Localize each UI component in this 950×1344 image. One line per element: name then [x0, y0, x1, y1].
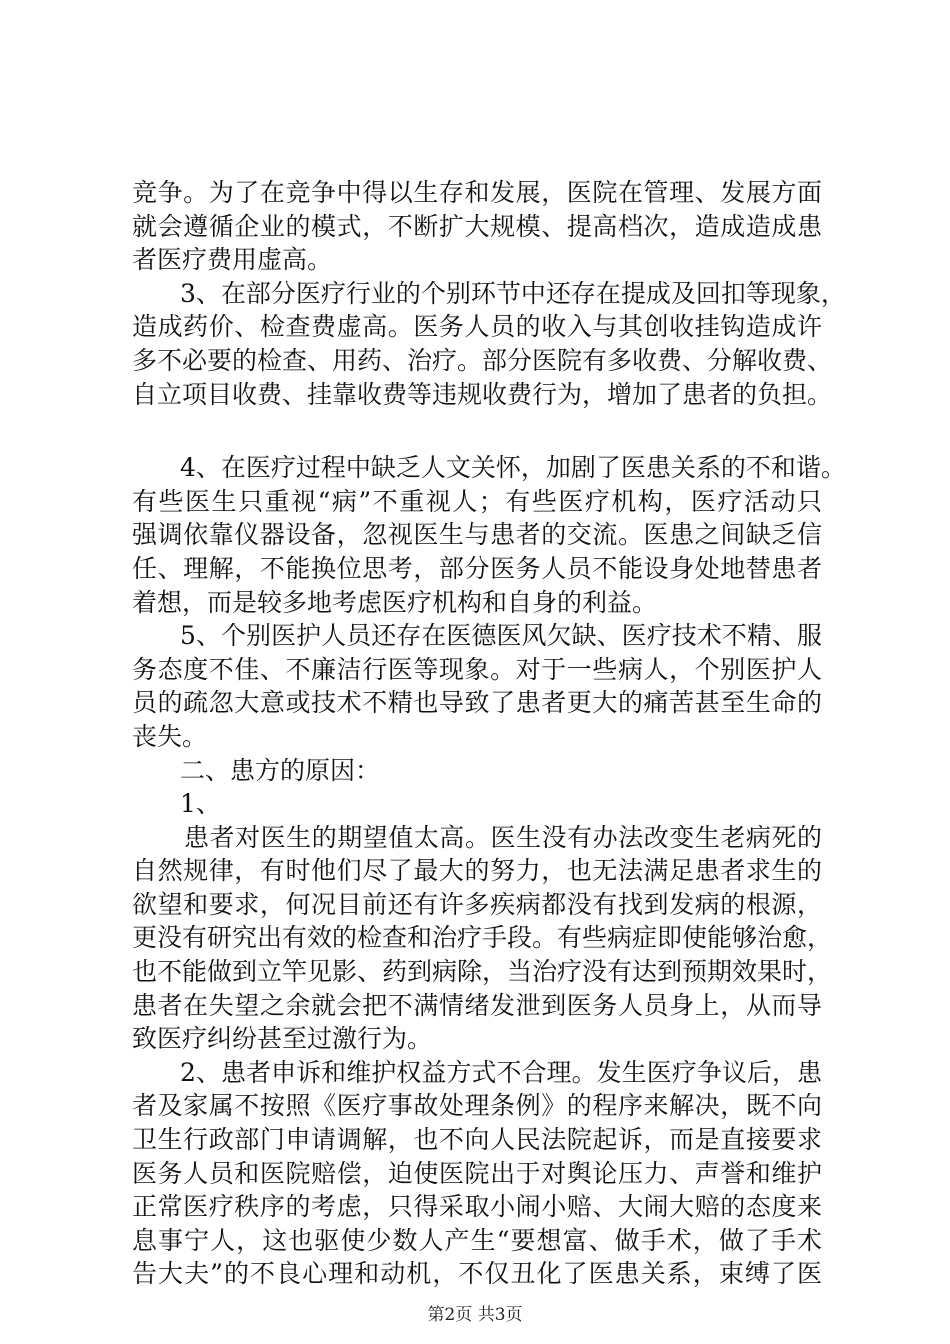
text-line: 自立项目收费、挂靠收费等违规收费行为，增加了患者的负担。	[132, 379, 833, 409]
paragraph-item-1	[132, 821, 833, 1056]
text-line: 5、个别医护人员还存在医德医风欠缺、医疗技术不精、服	[180, 621, 822, 651]
text-line: 致医疗纠纷甚至过激行为。	[132, 1024, 433, 1054]
text-line: 2、患者申诉和维护权益方式不合理。发生医疗争议后，患	[180, 1057, 822, 1087]
page-footer	[0, 1300, 950, 1325]
paragraph-item-2	[132, 1056, 822, 1291]
text-line: 患者在失望之余就会把不满情绪发泄到医务人员身上，从而导	[132, 990, 822, 1020]
text-line: 竞争。为了在竞争中得以生存和发展，医院在管理、发展方面	[132, 178, 822, 207]
document-body	[132, 176, 846, 1291]
text-line: 就会遵循企业的模式，不断扩大规模、提高档次，造成造成患	[132, 211, 822, 241]
text-line: 着想，而是较多地考虑医疗机构和自身的利益。	[132, 587, 658, 617]
page-number: 第2页 共3页	[427, 1305, 523, 1325]
paragraph-item-4	[132, 451, 846, 619]
text-line: 患者对医生的期望值太高。医生没有办法改变生老病死的	[184, 822, 822, 852]
text-line: 更没有研究出有效的检查和治疗手段。有些病症即使能够治愈，	[132, 923, 833, 953]
text-line: 欲望和要求，何况目前还有许多疾病都没有找到发病的根源，	[132, 889, 822, 919]
text-line: 卫生行政部门申请调解，也不向人民法院起诉，而是直接要求	[132, 1125, 822, 1155]
text-line: 多不必要的检查、用药、治疗。部分医院有多收费、分解收费、	[132, 345, 833, 375]
text-line: 息事宁人，这也驱使少数人产生“要想富、做手术，做了手术	[132, 1225, 822, 1255]
section-heading-text: 二、患方的原因：	[180, 755, 381, 785]
text-line: 也不能做到立竿见影、药到病除，当治疗没有达到预期效果时，	[132, 957, 833, 987]
text-line: 强调依靠仪器设备，忽视医生与患者的交流。医患之间缺乏信	[132, 520, 822, 550]
section-heading	[132, 754, 822, 788]
text-line: 4、在医疗过程中缺乏人文关怀，加剧了医患关系的不和谐。	[180, 453, 846, 483]
text-line: 告大夫”的不良心理和动机，不仅丑化了医患关系，束缚了医	[132, 1259, 822, 1289]
paragraph-continuation	[132, 176, 822, 277]
paragraph-gap	[132, 411, 822, 451]
text-line: 3、在部分医疗行业的个别环节中还存在提成及回扣等现象，	[180, 278, 846, 308]
text-line: 者医疗费用虚高。	[132, 245, 333, 275]
text-line: 医务人员和医院赔偿，迫使医院出于对舆论压力、声誉和维护	[132, 1158, 822, 1188]
text-line: 员的疏忽大意或技术不精也导致了患者更大的痛苦甚至生命的	[132, 688, 822, 718]
list-number	[132, 787, 822, 821]
paragraph-item-3	[132, 277, 846, 411]
text-line: 任、理解，不能换位思考，部分医务人员不能设身处地替患者	[132, 553, 822, 583]
text-line: 务态度不佳、不廉洁行医等现象。对于一些病人，个别医护人	[132, 654, 822, 684]
list-number-text: 1、	[180, 789, 221, 819]
text-line: 丧失。	[132, 721, 208, 751]
text-line: 有些医生只重视“病”不重视人；有些医疗机构，医疗活动只	[132, 486, 822, 516]
paragraph-item-5	[132, 619, 822, 753]
text-line: 造成药价、检查费虚高。医务人员的收入与其创收挂钩造成许	[132, 312, 822, 342]
text-line: 者及家属不按照《医疗事故处理条例》的程序来解决，既不向	[132, 1091, 822, 1121]
text-line: 自然规律，有时他们尽了最大的努力，也无法满足患者求生的	[132, 856, 822, 886]
text-line: 正常医疗秩序的考虑，只得采取小闹小赔、大闹大赔的态度来	[132, 1192, 822, 1222]
